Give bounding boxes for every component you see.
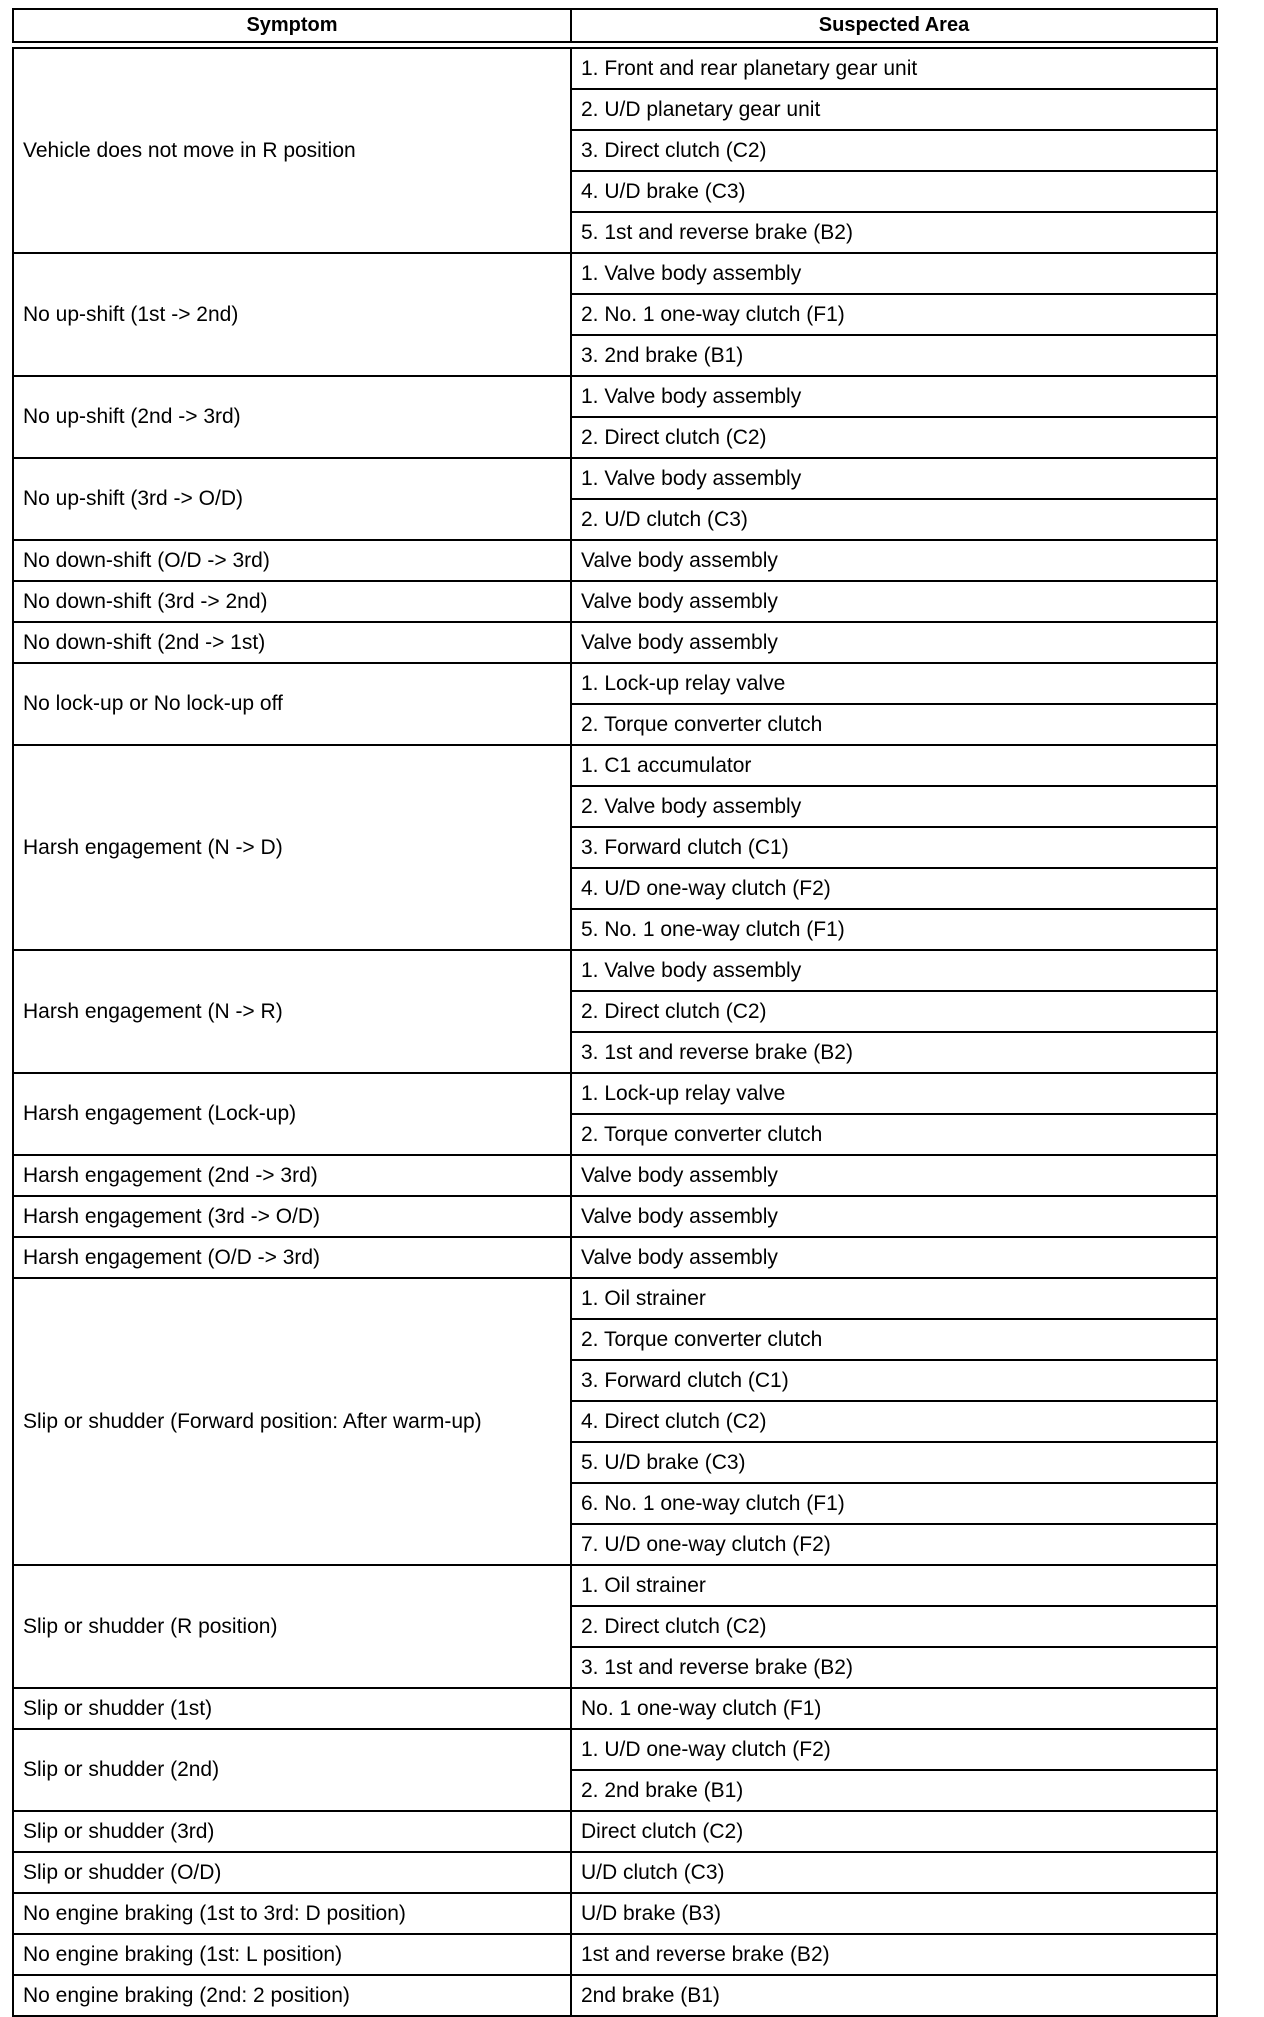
table-row [13, 540, 1217, 581]
symptom-cell: No engine braking (1st to 3rd: D position) [13, 1893, 571, 1934]
suspected-area-cell: 2. U/D clutch (C3) [571, 499, 1217, 540]
suspected-area-cell: No. 1 one-way clutch (F1) [571, 1688, 1217, 1729]
suspected-area-cell: Valve body assembly [571, 1196, 1217, 1237]
suspected-area-cell: U/D clutch (C3) [571, 1852, 1217, 1893]
suspected-area-cell: 3. 1st and reverse brake (B2) [571, 1032, 1217, 1073]
suspected-area-cell: 3. Forward clutch (C1) [571, 827, 1217, 868]
suspected-area-cell: 1. Front and rear planetary gear unit [571, 48, 1217, 89]
symptom-cell: No down-shift (3rd -> 2nd) [13, 581, 571, 622]
suspected-area-cell: Valve body assembly [571, 581, 1217, 622]
symptom-cell: Slip or shudder (R position) [13, 1565, 571, 1688]
symptom-cell: Vehicle does not move in R position [13, 48, 571, 253]
table-row [13, 1196, 1217, 1237]
suspected-area-cell: 2nd brake (B1) [571, 1975, 1217, 2016]
suspected-area-cell: 2. Torque converter clutch [571, 1319, 1217, 1360]
suspected-area-cell: 6. No. 1 one-way clutch (F1) [571, 1483, 1217, 1524]
table-row [13, 950, 1217, 991]
symptom-cell: Slip or shudder (Forward position: After warm-up) [13, 1278, 571, 1565]
table-row [13, 1811, 1217, 1852]
symptom-cell: No engine braking (1st: L position) [13, 1934, 571, 1975]
table-row [13, 1975, 1217, 2016]
suspected-area-cell: 2. Torque converter clutch [571, 704, 1217, 745]
symptom-cell: Harsh engagement (3rd -> O/D) [13, 1196, 571, 1237]
suspected-area-cell: 2. Direct clutch (C2) [571, 991, 1217, 1032]
suspected-area-cell: 4. Direct clutch (C2) [571, 1401, 1217, 1442]
suspected-area-cell: 1. Valve body assembly [571, 458, 1217, 499]
suspected-area-cell: Valve body assembly [571, 540, 1217, 581]
table-row [13, 253, 1217, 294]
table-row [13, 1565, 1217, 1606]
suspected-area-cell: Valve body assembly [571, 1155, 1217, 1196]
symptom-cell: No down-shift (O/D -> 3rd) [13, 540, 571, 581]
table-row [13, 1278, 1217, 1319]
symptom-cell: Harsh engagement (O/D -> 3rd) [13, 1237, 571, 1278]
suspected-area-cell: 7. U/D one-way clutch (F2) [571, 1524, 1217, 1565]
suspected-area-cell: 2. U/D planetary gear unit [571, 89, 1217, 130]
suspected-area-header: Suspected Area [571, 9, 1217, 42]
table-row [13, 1934, 1217, 1975]
suspected-area-cell: 5. No. 1 one-way clutch (F1) [571, 909, 1217, 950]
suspected-area-cell: Valve body assembly [571, 622, 1217, 663]
table-row [13, 581, 1217, 622]
suspected-area-cell: 1. Oil strainer [571, 1565, 1217, 1606]
suspected-area-cell: 1. U/D one-way clutch (F2) [571, 1729, 1217, 1770]
suspected-area-cell: 3. 2nd brake (B1) [571, 335, 1217, 376]
table-row [13, 48, 1217, 89]
table-row [13, 1688, 1217, 1729]
troubleshooting-table [12, 8, 1218, 2017]
suspected-area-cell: Valve body assembly [571, 1237, 1217, 1278]
suspected-area-cell: 2. Valve body assembly [571, 786, 1217, 827]
suspected-area-cell: 1. Oil strainer [571, 1278, 1217, 1319]
symptom-cell: No up-shift (3rd -> O/D) [13, 458, 571, 540]
suspected-area-cell: 1st and reverse brake (B2) [571, 1934, 1217, 1975]
suspected-area-cell: 5. 1st and reverse brake (B2) [571, 212, 1217, 253]
symptom-cell: No lock-up or No lock-up off [13, 663, 571, 745]
symptom-cell: Slip or shudder (1st) [13, 1688, 571, 1729]
suspected-area-cell: 1. Valve body assembly [571, 253, 1217, 294]
symptom-cell: Slip or shudder (3rd) [13, 1811, 571, 1852]
table-row [13, 1893, 1217, 1934]
table-row [13, 1155, 1217, 1196]
symptom-cell: Harsh engagement (N -> R) [13, 950, 571, 1073]
table-row [13, 622, 1217, 663]
suspected-area-cell: 3. 1st and reverse brake (B2) [571, 1647, 1217, 1688]
suspected-area-cell: 4. U/D brake (C3) [571, 171, 1217, 212]
table-row [13, 458, 1217, 499]
symptom-cell: No up-shift (2nd -> 3rd) [13, 376, 571, 458]
suspected-area-cell: 2. Torque converter clutch [571, 1114, 1217, 1155]
symptom-cell: Harsh engagement (N -> D) [13, 745, 571, 950]
suspected-area-cell: 1. Valve body assembly [571, 950, 1217, 991]
symptom-cell: No up-shift (1st -> 2nd) [13, 253, 571, 376]
suspected-area-cell: 3. Direct clutch (C2) [571, 130, 1217, 171]
suspected-area-cell: 1. C1 accumulator [571, 745, 1217, 786]
suspected-area-cell: 1. Lock-up relay valve [571, 1073, 1217, 1114]
suspected-area-cell: 2. Direct clutch (C2) [571, 1606, 1217, 1647]
table-row [13, 376, 1217, 417]
table-row [13, 1237, 1217, 1278]
suspected-area-cell: 2. No. 1 one-way clutch (F1) [571, 294, 1217, 335]
suspected-area-cell: 2. Direct clutch (C2) [571, 417, 1217, 458]
symptom-cell: Slip or shudder (O/D) [13, 1852, 571, 1893]
suspected-area-cell: 4. U/D one-way clutch (F2) [571, 868, 1217, 909]
symptom-cell: No down-shift (2nd -> 1st) [13, 622, 571, 663]
suspected-area-cell: Direct clutch (C2) [571, 1811, 1217, 1852]
header-row [13, 9, 1217, 42]
suspected-area-cell: 2. 2nd brake (B1) [571, 1770, 1217, 1811]
symptom-cell: Harsh engagement (Lock-up) [13, 1073, 571, 1155]
table-row [13, 1729, 1217, 1770]
table-row [13, 745, 1217, 786]
suspected-area-cell: 1. Lock-up relay valve [571, 663, 1217, 704]
symptom-header: Symptom [13, 9, 571, 42]
table-body [13, 48, 1217, 2016]
table-row [13, 1852, 1217, 1893]
suspected-area-cell: 1. Valve body assembly [571, 376, 1217, 417]
symptom-cell: Harsh engagement (2nd -> 3rd) [13, 1155, 571, 1196]
symptom-cell: Slip or shudder (2nd) [13, 1729, 571, 1811]
suspected-area-cell: 3. Forward clutch (C1) [571, 1360, 1217, 1401]
suspected-area-cell: U/D brake (B3) [571, 1893, 1217, 1934]
suspected-area-cell: 5. U/D brake (C3) [571, 1442, 1217, 1483]
symptom-cell: No engine braking (2nd: 2 position) [13, 1975, 571, 2016]
table-row [13, 1073, 1217, 1114]
table-row [13, 663, 1217, 704]
